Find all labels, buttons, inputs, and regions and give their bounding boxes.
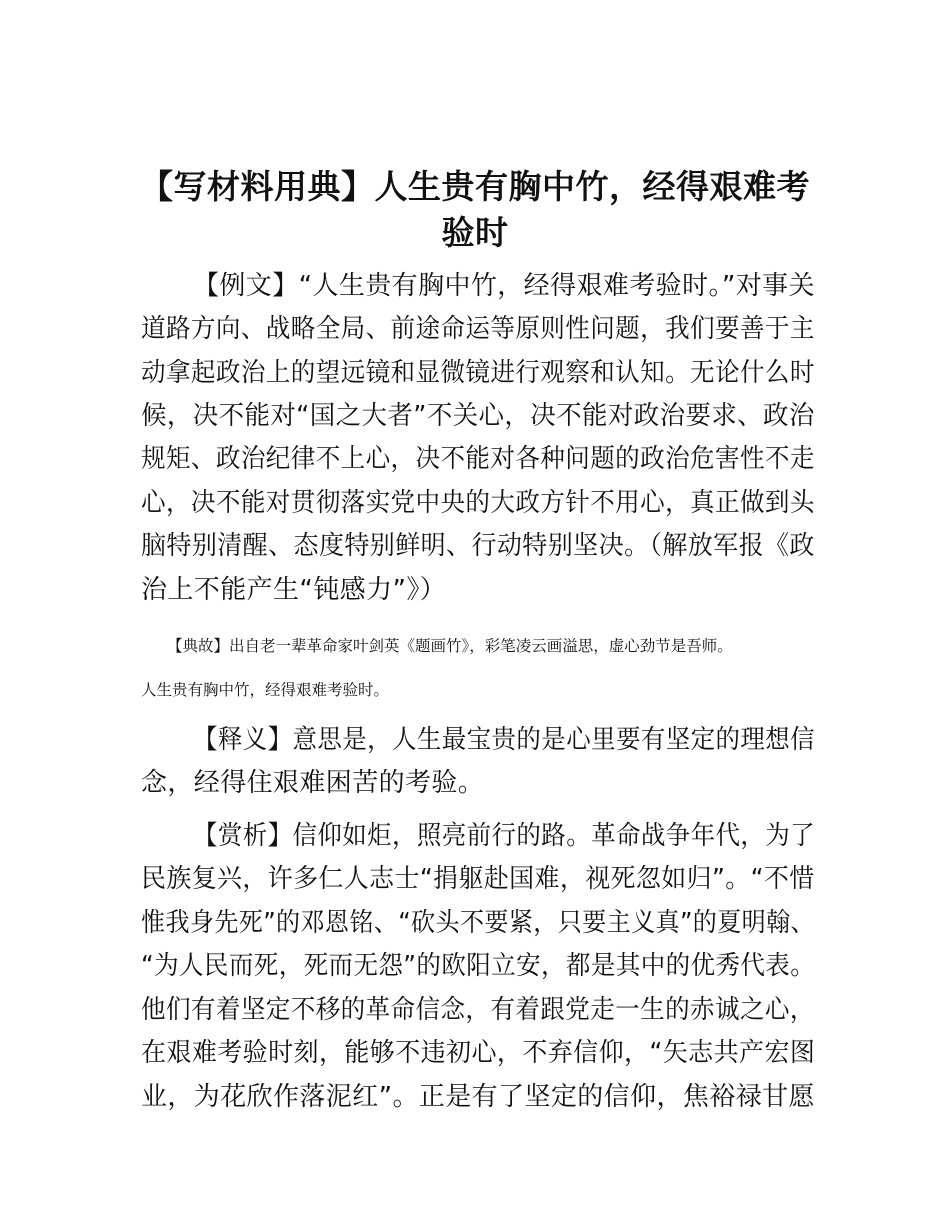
paragraph-line: 心，决不能对贯彻落实党中央的大政方针不用心，真正做到头 xyxy=(141,488,815,518)
paragraph-line: 候，决不能对“国之大者”不关心，决不能对政治要求、政治 xyxy=(141,401,815,431)
paragraph-line: 惟我身先死”的邓恩铭、“砍头不要紧，只要主义真”的夏明翰、 xyxy=(141,908,815,938)
paragraph-line: 业，为花欣作落泥红”。正是有了坚定的信仰，焦裕禄甘愿 xyxy=(141,1082,815,1112)
paragraph-line: 民族复兴，许多仁人志士“捐躯赴国难，视死忽如归”。“不惜 xyxy=(141,864,815,894)
paragraph-line: 在艰难考验时刻，能够不违初心，不弃信仰，“矢志共产宏图 xyxy=(141,1038,816,1068)
paragraph-line: 念，经得住艰难困苦的考验。 xyxy=(141,768,485,798)
paragraph-line: 【赏析】信仰如炬，照亮前行的路。革命战争年代，为了 xyxy=(193,821,815,851)
paragraph-line: 人生贵有胸中竹，经得艰难考验时。 xyxy=(141,681,390,699)
paragraph-line: 治上不能产生“钝感力”》） xyxy=(141,575,447,605)
paragraph-line: 【典故】出自老一辈革命家叶剑英《题画竹》，彩笔凌云画溢思，虚心劲节是吾师。 xyxy=(167,637,733,655)
paragraph-line: 【例文】“人生贵有胸中竹，经得艰难考验时。”对事关 xyxy=(193,271,815,301)
document-title: 【写材料用典】人生贵有胸中竹，经得艰难考验时 xyxy=(140,167,810,252)
paragraph-line: 脑特别清醒、态度特别鲜明、行动特别坚决。（解放军报《政 xyxy=(141,531,815,561)
paragraph-line: 道路方向、战略全局、前途命运等原则性问题，我们要善于主 xyxy=(141,314,815,344)
paragraph-line: 他们有着坚定不移的革命信念，有着跟党走一生的赤诚之心， xyxy=(141,995,815,1025)
paragraph-line: 规矩、政治纪律不上心，决不能对各种问题的政治危害性不走 xyxy=(141,444,815,474)
paragraph-line: “为人民而死，死而无怨”的欧阳立安，都是其中的优秀代表。 xyxy=(141,951,816,981)
paragraph-line: 【释义】意思是，人生最宝贵的是心里要有坚定的理想信 xyxy=(193,725,815,755)
paragraph-line: 动拿起政治上的望远镜和显微镜进行观察和认知。无论什么时 xyxy=(141,358,815,388)
